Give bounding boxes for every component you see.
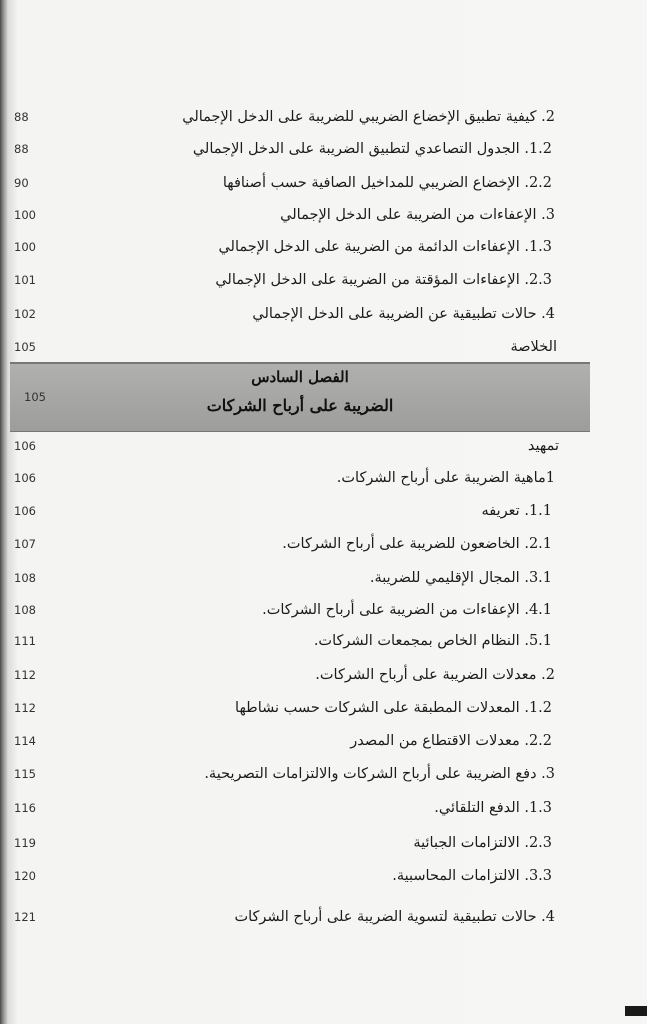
page-number: 116: [14, 801, 36, 815]
toc-entry: [0, 793, 647, 823]
entry-title: 4. حالات تطبيقية عن الضريبة على الدخل الإجمالي: [252, 306, 555, 322]
entry-title: 3.1. المجال الإقليمي للضريبة.: [369, 570, 552, 586]
page-edge-mark: [625, 1006, 647, 1016]
page-number: 88: [14, 110, 29, 124]
toc-entry: [0, 265, 647, 295]
page-number: 102: [14, 307, 36, 321]
entry-title: 1.3. الدفع التلقائي.: [434, 800, 552, 816]
toc-entry: [0, 134, 647, 164]
page-number: 105: [14, 340, 36, 354]
entry-title: 3. الإعفاءات من الضريبة على الدخل الإجمالي: [280, 207, 555, 223]
toc-entry: [0, 200, 647, 230]
toc-entry: [0, 861, 647, 891]
toc-entry: [0, 693, 647, 723]
toc-entry: [0, 431, 647, 461]
entry-title: 2.2. معدلات الاقتطاع من المصدر: [350, 733, 552, 749]
entry-title: 1.2. الجدول التصاعدي لتطبيق الضريبة على الدخل الإجمالي: [192, 141, 552, 157]
toc-entry: [0, 168, 647, 198]
toc-entry: [0, 102, 647, 132]
page-number: 106: [14, 504, 36, 518]
toc-entry: [0, 660, 647, 690]
toc-entry: [0, 626, 647, 656]
toc-entry: [0, 299, 647, 329]
toc-entry: [0, 463, 647, 493]
page-number: 119: [14, 836, 36, 850]
entry-title: 2.1. الخاضعون للضريبة على أرباح الشركات.: [282, 536, 552, 552]
entry-title: 1.1. تعريفه: [481, 503, 552, 519]
toc-entry: [0, 759, 647, 789]
entry-title: 2. معدلات الضريبة على أرباح الشركات.: [315, 667, 555, 683]
toc-entry: [0, 726, 647, 756]
entry-title: 5.1. النظام الخاص بمجمعات الشركات.: [313, 633, 552, 649]
page-number: 114: [14, 734, 36, 748]
page-number: 100: [14, 208, 36, 222]
toc-entry: [0, 332, 647, 362]
chapter-title: الضريبة على أرباح الشركات: [206, 396, 394, 415]
entry-title: 2.3. الإعفاءات المؤقتة من الضريبة على الدخل الإجمالي: [215, 272, 552, 288]
entry-title: 3. دفع الضريبة على أرباح الشركات والالتزامات التصريحية.: [204, 766, 555, 782]
page-number: 100: [14, 240, 36, 254]
page-number: 112: [14, 701, 36, 715]
entry-title: تمهيد: [527, 438, 559, 454]
toc-entry: [0, 902, 647, 932]
page-number: 106: [14, 439, 36, 453]
entry-title: 2. كيفية تطبيق الإخضاع الضريبي للضريبة على الدخل الإجمالي: [182, 109, 555, 125]
toc-entry: [0, 496, 647, 526]
toc-entry: [0, 232, 647, 262]
entry-title: 1.2. المعدلات المطبقة على الشركات حسب نشاطها: [235, 700, 552, 716]
entry-title: 4. حالات تطبيقية لتسوية الضريبة على أرباح الشركات: [234, 909, 555, 925]
toc-entry: [0, 563, 647, 593]
entry-title: 1ماهية الضريبة على أرباح الشركات.: [336, 470, 555, 486]
page-number: 108: [14, 571, 36, 585]
toc-entry: [0, 595, 647, 625]
page-number: 112: [14, 668, 36, 682]
entry-title: 1.3. الإعفاءات الدائمة من الضريبة على الدخل الإجمالي: [218, 239, 552, 255]
page-number: 101: [14, 273, 36, 287]
entry-title: 3.3. الالتزامات المحاسبية.: [392, 868, 552, 884]
page-number: 90: [14, 176, 29, 190]
page-number: 88: [14, 142, 29, 156]
page-number: 121: [14, 910, 36, 924]
page-number: 115: [14, 767, 36, 781]
page-number: 108: [14, 603, 36, 617]
toc-entry: [0, 529, 647, 559]
page-number: 106: [14, 471, 36, 485]
entry-title: 4.1. الإعفاءات من الضريبة على أرباح الشركات.: [262, 602, 552, 618]
chapter-header: [10, 363, 590, 432]
page-number: 111: [14, 634, 36, 648]
chapter-label: الفصل السادس: [251, 368, 349, 386]
entry-title: الخلاصة: [510, 339, 557, 355]
entry-title: 2.3. الالتزامات الجبائية: [413, 835, 552, 851]
entry-title: 2.2. الإخضاع الضريبي للمداخيل الصافية حسب أصنافها: [222, 175, 552, 191]
page-number: 120: [14, 869, 36, 883]
page-number: 107: [14, 537, 36, 551]
page-number: 105: [24, 390, 46, 404]
toc-entry: [0, 828, 647, 858]
